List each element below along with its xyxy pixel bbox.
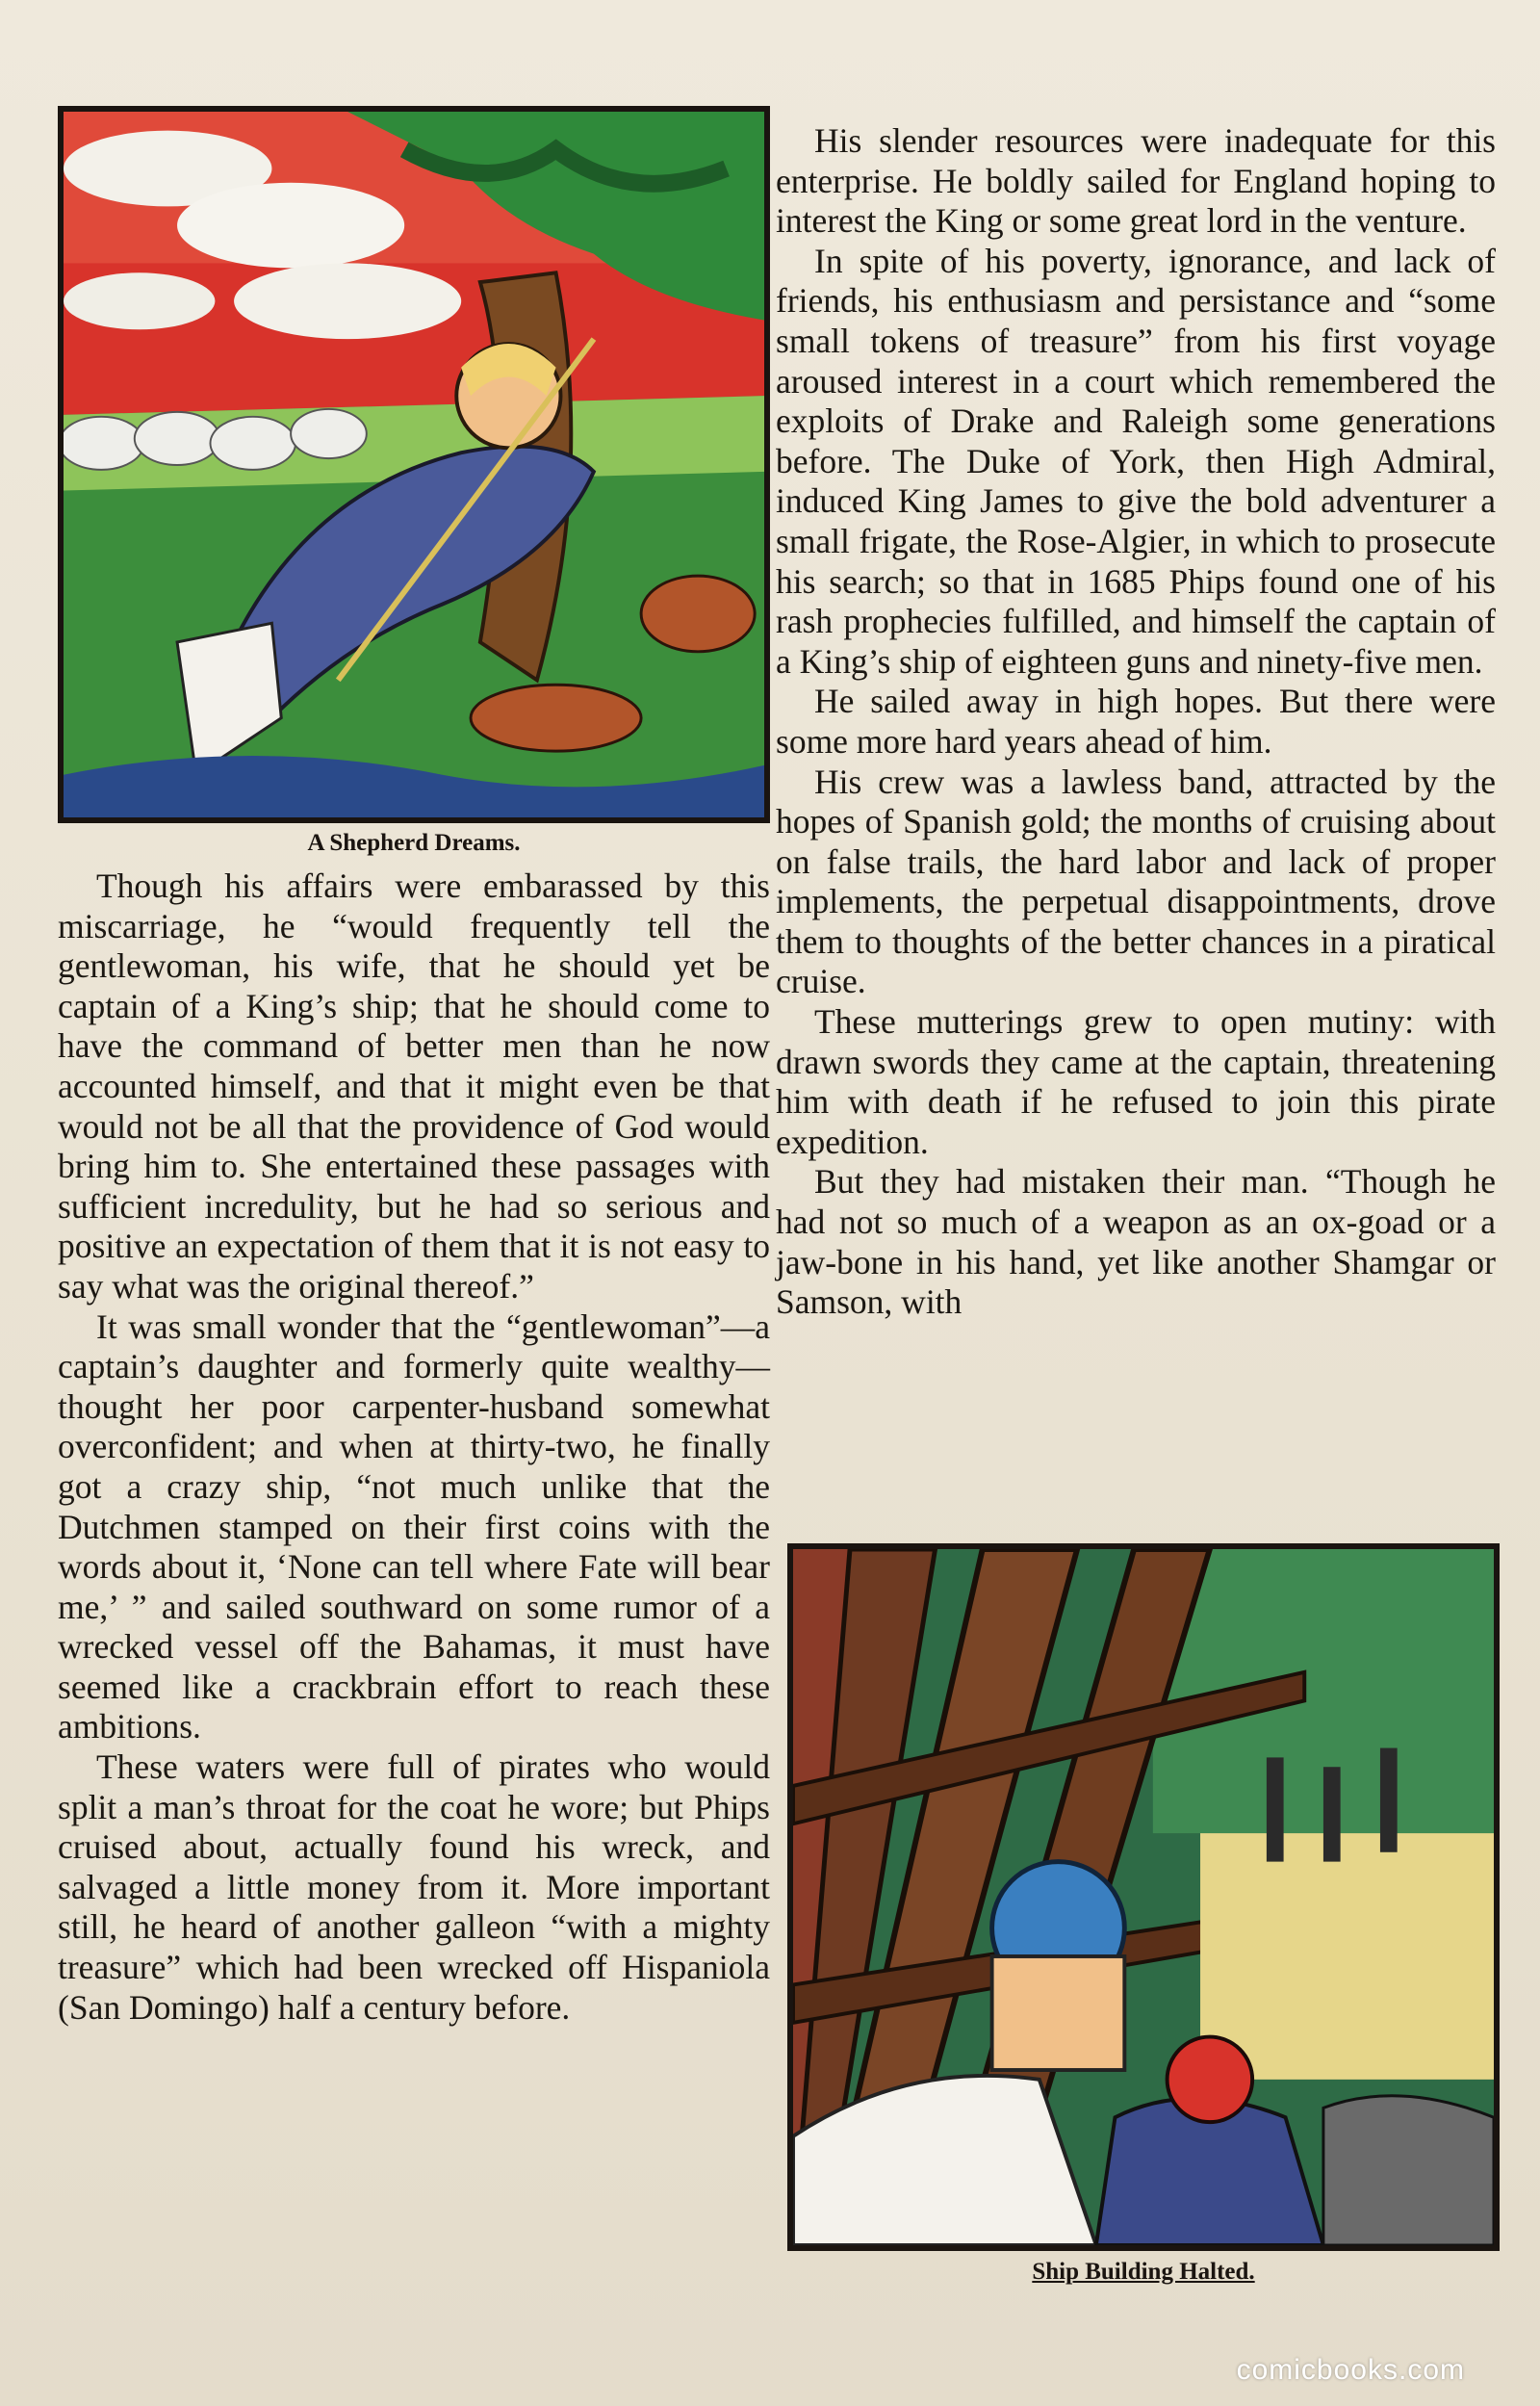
shipbuilding-illustration bbox=[793, 1549, 1494, 2245]
right-paragraph-4: His crew was a lawless band, attracted by the hopes of Spanish gold; the months of cruising about on false trails, the hard labor and lack of proper implements, the perpetual disappointments, drove them to thoughts of the better chances in a piratical cruise. bbox=[776, 762, 1496, 1001]
right-paragraph-3: He sailed away in high hopes. But there were some more hard years ahead of him. bbox=[776, 682, 1496, 761]
illustration-shepherd-panel bbox=[58, 106, 770, 823]
panel1-caption: A Shepherd Dreams. bbox=[307, 830, 521, 856]
left-text-column bbox=[58, 867, 770, 2028]
left-paragraph-2: It was small wonder that the “gentlewoman”—a captain’s daughter and formerly quite wealthy—thought her poor carpenter-husband somewhat overconfident; and when at thirty-two, he finally got a crazy ship, “not much unlike that the Dutchmen stamped on their first coins with the words about it, ‘None can tell where Fate will bear me,’ ” and sailed southward on some rumor of a wrecked vessel off the Bahamas, it must have seemed like a crackbrain effort to reach these ambitions. bbox=[58, 1306, 770, 1746]
panel2-caption: Ship Building Halted. bbox=[1032, 2259, 1255, 2285]
right-paragraph-2: In spite of his poverty, ignorance, and lack of friends, his enthusiasm and persistance and “some small tokens of treasure” from his first voyage aroused interest in a court which remembered the exploits of Drake and Raleigh some generations before. The Duke of York, then High Admiral, induced King James to give the bold adventurer a small frigate, the Rose-Algier, in which to prosecute his search; so that in 1685 Phips found one of his rash prophecies fulfilled, and himself the captain of a King’s ship of eighteen guns and ninety-five men. bbox=[776, 241, 1496, 681]
illustration-shipbuilding-panel bbox=[787, 1543, 1500, 2251]
right-paragraph-5: These mutterings grew to open mutiny: with drawn swords they came at the captain, threatening him with death if he refused to join this pirate expedition. bbox=[776, 1002, 1496, 1161]
left-paragraph-1: Though his affairs were embarassed by this miscarriage, he “would frequently tell the gentlewoman, his wife, that he should yet be captain of a King’s ship; that he should come to have the command of better men than he now accounted himself, and that it might even be that would not be all that the providence of God would bring him to. She entertained these passages with sufficient incredulity, but he had so serious and positive an expectation of them that it is not easy to say what was the original thereof.” bbox=[58, 867, 770, 1306]
shepherd-illustration bbox=[64, 112, 764, 817]
right-text-column bbox=[776, 121, 1496, 1323]
watermark: comicbooks.com bbox=[1236, 2354, 1465, 2386]
right-paragraph-1: His slender resources were inadequate for this enterprise. He boldly sailed for England hoping to interest the King or some great lord in the venture. bbox=[776, 121, 1496, 241]
right-paragraph-6: But they had mistaken their man. “Though he had not so much of a weapon as an ox-goad or a jaw-bone in his hand, yet like another Shamgar or Samson, with bbox=[776, 1162, 1496, 1322]
left-paragraph-3: These waters were full of pirates who would split a man’s throat for the coat he wore; but Phips cruised about, actually found his wreck, and salvaged a little money from it. More important still, he heard of another galleon “with a mighty treasure” which had been wrecked off Hispaniola (San Domingo) half a century before. bbox=[58, 1747, 770, 2027]
